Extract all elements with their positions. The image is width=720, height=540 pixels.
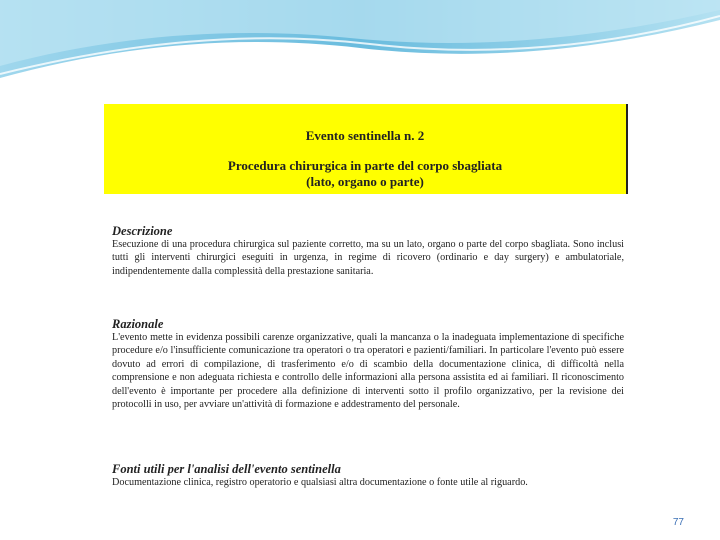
header-swoosh-decoration [0, 0, 720, 90]
page-number: 77 [672, 517, 684, 528]
section-body: Esecuzione di una procedura chirurgica sul paziente corretto, ma su un lato, organo o parte del corpo sbagliata. Sono inclusi tutti gli interventi chirurgici eseguiti in urgenza, in regime di ricovero (ordinario e day surgery) e ambulatoriale, indipendentemente dalla complessità della prestazione sanitaria. [112, 239, 624, 277]
section-descrizione [112, 224, 624, 278]
section-body: L'evento mette in evidenza possibili carenze organizzative, quali la mancanza o la inadeguata implementazione di specifiche procedure e/o l'insufficiente comunicazione tra operatori o tra operatori e pazienti/familiari. In particolare l'evento può essere dovuto ad errori di compilazione, di trasferimento e/o di scambio della documentazione clinica, di difficoltà nella comprensione e non adeguata richiesta e controllo delle informazioni alla persona assistita ed ai familiari. Il riconoscimento dell'evento è importante per procedere alla definizione di interventi sotto il profilo organizzativo, per la revisione dei protocolli in uso, per avviare un'attività di formazione e addestramento del personale. [112, 332, 624, 411]
title-subtitle: (lato, organo o parte) [306, 174, 424, 189]
section-body: Documentazione clinica, registro operatorio e qualsiasi altra documentazione o fonte utile al riguardo. [112, 477, 528, 488]
title-procedure: Procedura chirurgica in parte del corpo sbagliata [227, 158, 503, 173]
section-heading: Razionale [112, 317, 164, 331]
document-page [90, 96, 650, 516]
title-event-number: Evento sentinella n. 2 [305, 128, 425, 143]
section-heading: Descrizione [112, 224, 173, 238]
section-heading: Fonti utili per l'analisi dell'evento sentinella [112, 462, 341, 476]
section-razionale [112, 317, 624, 411]
section-fonti [112, 462, 624, 489]
title-box [104, 104, 628, 194]
